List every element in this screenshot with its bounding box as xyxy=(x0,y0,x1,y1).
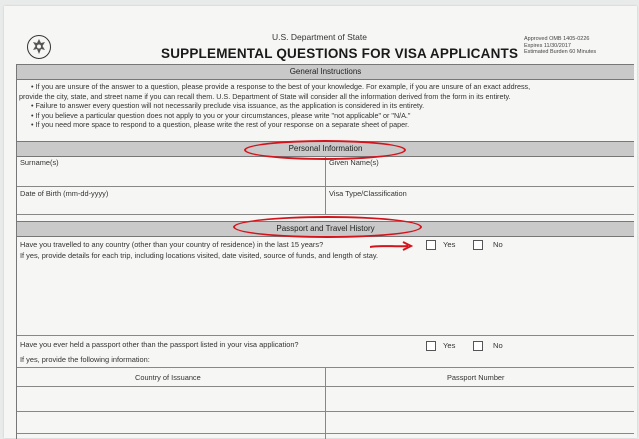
country-of-issuance-header: Country of Issuance xyxy=(135,373,201,382)
table-divider xyxy=(325,367,326,439)
general-instructions xyxy=(17,81,634,131)
personal-information-heading: Personal Information xyxy=(17,141,634,157)
yes-label: Yes xyxy=(443,341,456,350)
omb-approval: Approved OMB 1405-0226 xyxy=(524,36,590,42)
table-row xyxy=(17,411,634,412)
omb-burden: Estimated Burden 60 Minutes xyxy=(524,49,597,55)
row-divider xyxy=(17,335,634,336)
department-name: U.S. Department of State xyxy=(272,32,367,42)
red-arrow-icon xyxy=(370,241,414,251)
yes-label: Yes xyxy=(443,240,456,249)
travel-history-highlight-oval xyxy=(233,216,422,238)
passport-question: Have you ever held a passport other than the passport listed in your visa application? xyxy=(20,340,299,349)
instruction-line: • Failure to answer every question will not necessarily preclude visa issuance, as the application is considered in its entirety. xyxy=(31,101,425,111)
dob-label: Date of Birth (mm-dd-yyyy) xyxy=(20,189,109,198)
instruction-line: • If you need more space to respond to a question, please write the rest of your response on a separate sheet of paper. xyxy=(31,120,410,130)
general-instructions-heading: General Instructions xyxy=(17,64,634,80)
no-label: No xyxy=(493,341,503,350)
surname-label: Surname(s) xyxy=(20,158,59,167)
table-row xyxy=(17,386,634,387)
form-body xyxy=(16,64,634,439)
personal-info-highlight-oval xyxy=(244,140,406,160)
passport-travel-heading: Passport and Travel History xyxy=(17,221,634,237)
instruction-line: • If you are unsure of the answer to a question, please provide a response to the best of your knowledge. For example, if you are unsure of an exact address, xyxy=(31,82,531,91)
personal-divider xyxy=(325,156,326,214)
omb-expires: Expires 11/30/2017 xyxy=(524,42,571,49)
instruction-line: provide the city, state, and street name if you can recall them. U.S. Department of State will consider all the information derived from the form in its entirety. xyxy=(19,91,511,101)
form-title: SUPPLEMENTAL QUESTIONS FOR VISA APPLICANTS xyxy=(161,46,519,61)
passport-number-header: Passport Number xyxy=(447,373,505,382)
passport-yes-checkbox[interactable] xyxy=(426,341,436,351)
table-row xyxy=(17,433,634,434)
instruction-line: • If you believe a particular question does not apply to you or your circumstances, please write "not applicable" or "N/A." xyxy=(31,110,411,120)
travel-detail-instruction: If yes, provide details for each trip, including locations visited, date visited, source of funds, and length of stay. xyxy=(20,251,379,260)
row-divider xyxy=(17,186,634,187)
row-divider xyxy=(17,214,634,215)
visa-type-label: Visa Type/Classification xyxy=(329,189,407,198)
state-department-seal-icon xyxy=(26,34,52,60)
given-name-label: Given Name(s) xyxy=(329,158,379,167)
travel-no-checkbox[interactable] xyxy=(473,240,483,250)
travel-question: Have you travelled to any country (other than your country of residence) in the last 15 years? xyxy=(20,240,324,249)
no-label: No xyxy=(493,240,503,249)
passport-no-checkbox[interactable] xyxy=(473,341,483,351)
omb-block xyxy=(524,36,596,56)
passport-detail-instruction: If yes, provide the following information: xyxy=(20,355,150,364)
travel-yes-checkbox[interactable] xyxy=(426,240,436,250)
